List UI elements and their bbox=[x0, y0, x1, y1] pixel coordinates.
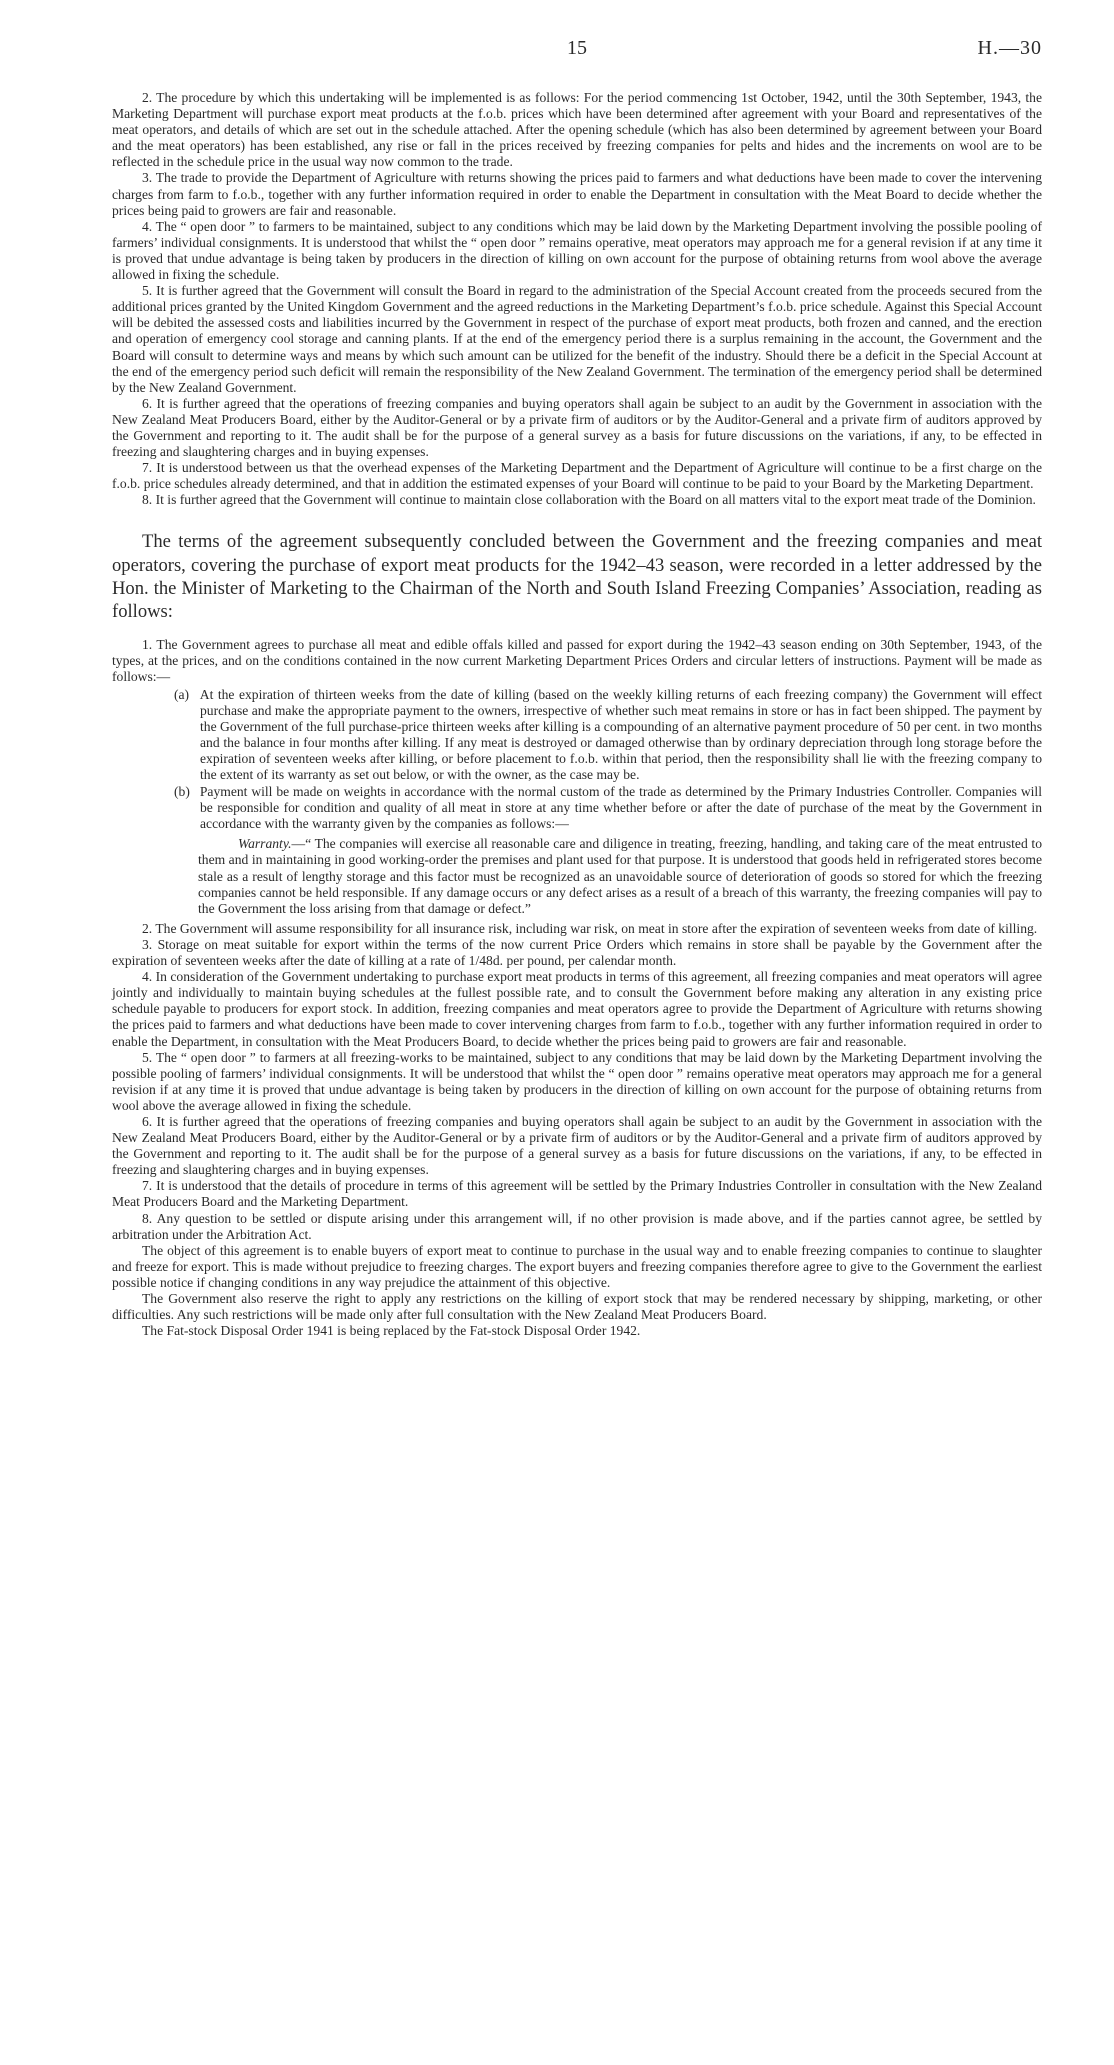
document-reference: H.—30 bbox=[977, 37, 1042, 59]
page-header bbox=[112, 37, 1042, 90]
paragraph: 5. The “ open door ” to farmers at all freezing-works to be maintained, subject to any conditions that may be laid down by the Marketing Department involving the possible pooling of farmers’ individual consignments. It will be understood that whilst the “ open door ” remains operative meat operators may approach me for a general revision if at any time it is proved that undue advantage is being taken by producers in the direction of killing on own account for the purpose of obtaining returns from wool above the average allowed in fixing the schedule. bbox=[112, 1049, 1042, 1113]
paragraph: The object of this agreement is to enable buyers of export meat to continue to purchase in the usual way and to enable freezing companies to continue to slaughter and freeze for export. This is made without prejudice to freezing charges. The export buyers and freezing companies therefore agree to give to the Government the earliest possible notice if changing conditions in any way prejudice the attainment of this objective. bbox=[112, 1242, 1042, 1290]
clause-text: At the expiration of thirteen weeks from the date of killing (based on the weekly killing returns of each freezing company) the Government will effect purchase and make the appropriate payment to the owners, irrespective of whether such meat remains in store or has in fact been shipped. The payment by the Government of the full purchase-price thirteen weeks after killing is a compounding of an alternative payment procedure of 50 per cent. in two months and the balance in four months after killing. If any meat is destroyed or damaged otherwise than by ordinary depreciation through long storage before the expiration of seventeen weeks after killing, or before placement to f.o.b. within that period, then the responsibility shall lie with the freezing company to the extent of its warranty as set out below, or with the owner, as the case may be. bbox=[199, 686, 1042, 782]
clause-label: (b) bbox=[174, 784, 190, 800]
document-page bbox=[112, 37, 1042, 1339]
paragraph: 4. In consideration of the Government undertaking to purchase export meat products in terms of this agreement, all freezing companies and meat operators will agree jointly and individually to maintain buying schedules at the fullest possible rate, and to consult the Government before making any alteration in any existing price schedule payable to producers for export stock. In addition, freezing companies and meat operators agree to provide the Department of Agriculture with returns showing the prices paid to farmers and what deductions have been made to cover intervening charges from farm to f.o.b., together with any further information required in order to enable the Department, in consultation with the Meat Producers Board, to decide whether the prices being paid to growers are fair and reasonable. bbox=[112, 969, 1042, 1049]
clause-text: Payment will be made on weights in accordance with the normal custom of the trade as determined by the Primary Industries Controller. Companies will be responsible for condition and quality of all meat in store at any time whether before or after the date of purchase of the meat by the Government in accordance with the warranty given by the companies as follows:— bbox=[199, 784, 1042, 832]
paragraph: 7. It is understood that the details of procedure in terms of this agreement will be settled by the Primary Industries Controller in consultation with the New Zealand Meat Producers Board and the Marketing Department. bbox=[112, 1178, 1042, 1210]
clause-1b bbox=[174, 784, 1042, 832]
agreement-section bbox=[112, 637, 1042, 1339]
paragraph: 6. It is further agreed that the operations of freezing companies and buying operators shall again be subject to an audit by the Government in association with the New Zealand Meat Producers Board, either by the Auditor-General or by a private firm of auditors or by the Auditor-General and a private firm of auditors approved by the Government and reporting to it. The audit shall be for the purpose of a general survey as a basis for future discussions on the variations, if any, to be effected in freezing and slaughtering charges and in buying expenses. bbox=[112, 395, 1042, 460]
paragraph: 4. The “ open door ” to farmers to be maintained, subject to any conditions which may be laid down by the Marketing Department involving the possible pooling of farmers’ individual consignments. It is understood that whilst the “ open door ” remains operative, meat operators may approach me for a general revision if at any time it is proved that undue advantage is being taken by producers in the direction of killing on own account for the purpose of obtaining returns from wool above the average allowed in fixing the schedule. bbox=[112, 218, 1042, 283]
paragraph: 3. The trade to provide the Department of Agriculture with returns showing the prices paid to farmers and what deductions have been made to cover the intervening charges from farm to f.o.b., together with any further information required in order to enable the Department in consultation with the Meat Board to decide whether the prices being paid to growers are fair and reasonable. bbox=[112, 170, 1042, 218]
warranty-label: Warranty. bbox=[238, 836, 292, 852]
paragraph: 3. Storage on meat suitable for export within the terms of the now current Price Orders which remains in store shall be payable by the Government after the expiration of seventeen weeks after the date of killing at a rate of 1/48d. per pound, per calendar month. bbox=[112, 936, 1042, 969]
paragraph: 8. Any question to be settled or dispute arising under this arrangement will, if no other provision is made above, and if the parties cannot agree, be settled by arbitration under the Arbitration Act. bbox=[112, 1210, 1042, 1242]
warranty-text: —“ The companies will exercise all reasonable care and diligence in treating, freezing, handling, and taking care of the meat entrusted to them and in maintaining in good working-order the premises and plant used for that purpose. It is understood that goods held in refrigerated stores become stale as a result of lengthy storage and this factor must be recognized as an unavoidable source of deterioration of goods so stored for which the freezing companies cannot be held responsible. If any damage occurs or any defect arises as a result of a breach of this warranty, the freezing companies will pay to the Government the loss arising from that damage or defect.” bbox=[198, 836, 1042, 916]
clause-1: 1. The Government agrees to purchase all meat and edible offals killed and passed for export during the 1942–43 season ending on 30th September, 1943, of the types, at the prices, and on the conditions contained in the now current Marketing Department Prices Orders and circular letters of instructions. Payment will be made as follows:— bbox=[112, 637, 1042, 685]
clause-1a bbox=[174, 687, 1042, 784]
section-intro: The terms of the agreement subsequently concluded between the Government and the freezing companies and meat operators, covering the purchase of export meat products for the 1942–43 season, were recorded in a letter addressed by the Hon. the Minister of Marketing to the Chairman of the North and South Island Freezing Companies’ Association, reading as follows: bbox=[112, 531, 1042, 623]
paragraph: 6. It is further agreed that the operations of freezing companies and buying operators shall again be subject to an audit by the Government in association with the New Zealand Meat Producers Board, either by the Auditor-General or by a private firm of auditors or by the Auditor-General and a private firm of auditors approved by the Government and reporting to it. The audit shall be for the purpose of a general survey as a basis for future discussions on the variations, if any, to be effected in freezing and slaughtering charges and in buying expenses. bbox=[112, 1113, 1042, 1178]
warranty-block bbox=[198, 836, 1042, 916]
paragraph: The Government also reserve the right to apply any restrictions on the killing of export stock that may be rendered necessary by shipping, marketing, or other difficulties. Any such restrictions will be made only after full consultation with the New Zealand Meat Producers Board. bbox=[112, 1291, 1042, 1323]
clause-label: (a) bbox=[174, 686, 190, 702]
paragraph: 8. It is further agreed that the Government will continue to maintain close collaboration with the Board on all matters vital to the export meat trade of the Dominion. bbox=[142, 492, 1036, 508]
paragraph: 7. It is understood between us that the overhead expenses of the Marketing Department and the Department of Agriculture will continue to be a first charge on the f.o.b. price schedules already determined, and that in addition the estimated expenses of your Board will continue to be paid to your Board by the Marketing Department. bbox=[112, 460, 1042, 492]
letter-section-1 bbox=[112, 90, 1042, 508]
paragraph: The Fat-stock Disposal Order 1941 is being replaced by the Fat-stock Disposal Order 1942. bbox=[142, 1323, 641, 1339]
page-number: 15 bbox=[567, 37, 587, 59]
paragraph: 2. The Government will assume responsibility for all insurance risk, including war risk, on meat in store after the expiration of seventeen weeks from date of killing. bbox=[142, 920, 1038, 936]
paragraph: 2. The procedure by which this undertaking will be implemented is as follows: For the period commencing 1st October, 1942, until the 30th September, 1943, the Marketing Department will purchase export meat products at the f.o.b. prices which have been determined after agreement with your Board and representatives of the meat operators, and details of which are set out in the schedule attached. After the opening schedule (which has also been determined by agreement between your Board and the meat operators) has been established, any rise or fall in the prices received by freezing companies for pelts and hides and the increments on wool are to be reflected in the schedule price in the usual way now common to the trade. bbox=[112, 90, 1042, 170]
paragraph: 5. It is further agreed that the Government will consult the Board in regard to the administration of the Special Account created from the proceeds secured from the additional prices granted by the United Kingdom Government and the agreed reductions in the Marketing Department’s f.o.b. price schedule. Against this Special Account will be debited the assessed costs and liabilities incurred by the Government in respect of the purchase of export meat products, both frozen and canned, and the erection and operation of emergency cool storage and canning plants. If at the end of the emergency period there is a surplus remaining in the account, the Government and the Board will consult to determine ways and means by which such amount can be utilized for the benefit of the industry. Should there be a deficit in the Special Account at the end of the emergency period such deficit will remain the responsibility of the New Zealand Government. The termination of the emergency period shall be determined by the New Zealand Government. bbox=[112, 283, 1042, 395]
